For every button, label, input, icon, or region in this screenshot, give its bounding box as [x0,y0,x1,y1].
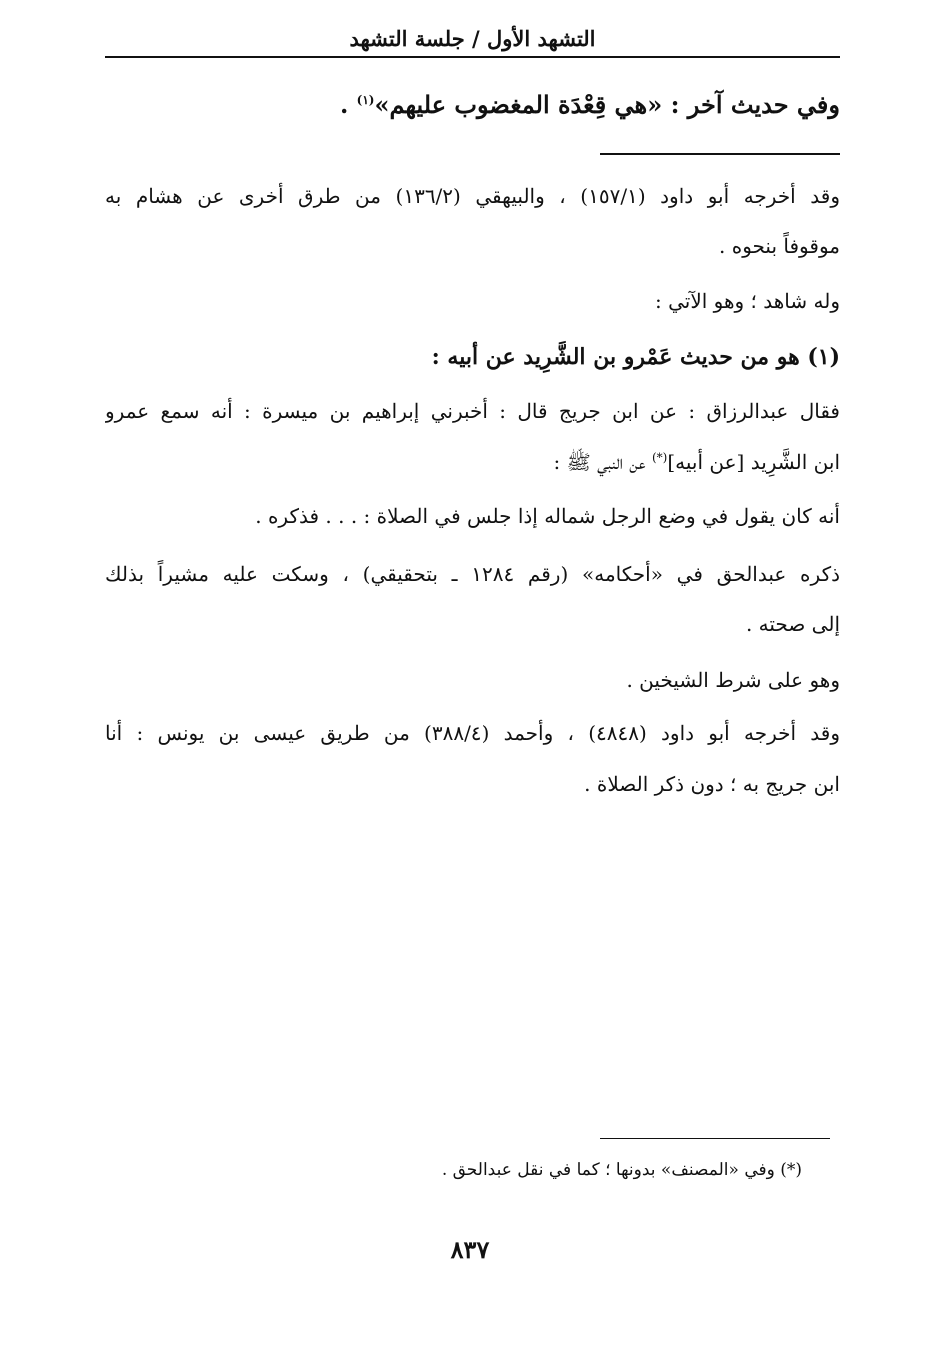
para7-line2: ابن جريج به ؛ دون ذكر الصلاة . [584,772,840,796]
para3-line2 [554,446,840,478]
footnote: (*) وفي «المصنف» بدونها ؛ كما في نقل عبدالحق . [441,1160,802,1180]
commentary-separator [600,153,840,155]
para3-line2-start: ابن الشَّرِيد [عن أبيه] [667,450,840,474]
para3-line1: فقال عبدالرزاق : عن ابن جريج قال : أخبرني إبراهيم بن ميسرة : أنه سمع عمرو [105,399,840,423]
para5-line1: ذكره عبدالحق في «أحكامه» (رقم ١٢٨٤ ـ بتحقيقي) ، وسكت عليه مشيراً بذلك [105,562,840,586]
page-number: ٨٣٧ [450,1235,490,1264]
para1-line1: وقد أخرجه أبو داود (١٥٧/١) ، والبيهقي (١٣٦/٢) من طرق أخرى عن هشام به [105,184,840,208]
heading-end: . [339,90,357,119]
section-heading [340,86,840,124]
heading-footnote-ref: (١) [356,93,375,107]
running-header: التشهد الأول / جلسة التشهد [349,26,596,51]
para7-line1: وقد أخرجه أبو داود (٤٨٤٨) ، وأحمد (٣٨٨/٤) من طريق عيسى بن يونس : أنا [105,721,840,745]
hadith-title: (١) هو من حديث عَمْرو بن الشَّرِيد عن أبيه : [431,344,840,370]
para2: وله شاهد ؛ وهو الآتي : [655,289,840,313]
para1-line2: موقوفاً بنحوه . [719,234,840,258]
asterisk-footnote-ref: (*) [651,450,668,465]
heading-text: وفي حديث آخر : «هي قِعْدَة المغضوب عليهم» [374,90,840,119]
footnote-separator [600,1138,830,1139]
para5-line2: إلى صحته . [745,612,840,636]
para6: وهو على شرط الشيخين . [626,668,840,692]
para3-line2-end: عن النبي ﷺ : [553,450,652,474]
para4: أنه كان يقول في وضع الرجل شماله إذا جلس في الصلاة : . . . فذكره . [255,504,840,528]
header-rule [105,56,840,58]
